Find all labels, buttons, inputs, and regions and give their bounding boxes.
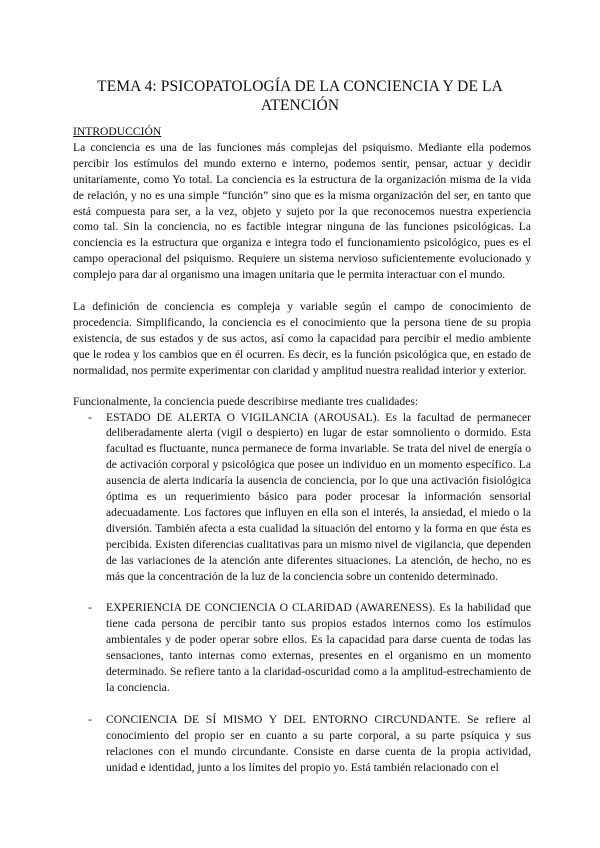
paragraph-spacer bbox=[73, 283, 531, 299]
list-bullet: - bbox=[88, 712, 92, 726]
paragraph-spacer bbox=[73, 379, 531, 394]
list-item-text: EXPERIENCIA DE CONCIENCIA O CLARIDAD (AWARENESS). Es la habilidad que tiene cada persona de percibir tanto sus propios estados internos como los estímulos ambientales y de poder operar sobre ellos. Es la capacidad para darse cuenta de todas las sensaciones, tanto internas como externas, presentes en el organismo en un momento determinado. Se refiere tanto a la claridad-oscuridad como a la amplitud-estrechamiento de la conciencia. bbox=[106, 601, 531, 694]
document-title: TEMA 4: PSICOPATOLOGÍA DE LA CONCIENCIA Y DE LA ATENCIÓN bbox=[97, 78, 503, 114]
list-item-text: CONCIENCIA DE SÍ MISMO Y DEL ENTORNO CIRCUNDANTE. Se refiere al conocimiento del propio ser en cuanto a su parte corporal, a su parte psíquica y sus relaciones con el mundo circundante. Consiste en darse cuenta de la propia actividad, unidad e identidad, junto a los límites del propio yo. Está también relacionado con el bbox=[106, 712, 531, 774]
qualities-list bbox=[73, 410, 531, 776]
list-item-si-mismo bbox=[73, 712, 531, 776]
list-bullet: - bbox=[88, 410, 92, 424]
list-item-claridad bbox=[73, 600, 531, 695]
intro-paragraph-2: La definición de conciencia es compleja y variable según el campo de conocimiento de procedencia. Simplificando, la conciencia es el conocimiento que la persona tiene de su propia existencia, de sus estados y de sus actos, así como la capacidad para percibir el medio ambiente que le rodea y los cambios que en él ocurren. Es decir, es la función psicológica que, en estado de normalidad, nos permite experimentar con claridad y amplitud nuestra realidad interior y exterior. bbox=[73, 300, 531, 377]
document-body bbox=[73, 124, 531, 776]
list-item-text: ESTADO DE ALERTA O VIGILANCIA (AROUSAL). Es la facultad de permanecer deliberadamente alerta (vigil o despierto) en lugar de estar somnoliento o dormido. Esta facultad es fluctuante, nunca permanece de forma invariable. Se trata del nivel de energía o de activación corporal y psicológica que posee un individuo en un momento específico. La ausencia de alerta indicaría la ausencia de conciencia, por lo que una activación fisiológica óptima es un requerimiento básico para poder procesar la información sensorial adecuadamente. Los factores que influyen en ella son el interés, la ansiedad, el miedo o la diversión. También afecta a esta cualidad la situación del entorno y la forma en que ésta es percibida. Existen diferencias cualitativas para un mismo nivel de vigilancia, que dependen de las variaciones de la atención ante diferentes situaciones. La atención, de hecho, no es más que la concentración de la luz de la conciencia sobre un contenido determinado. bbox=[106, 410, 531, 583]
list-item-alerta bbox=[73, 410, 531, 585]
list-bullet: - bbox=[88, 601, 92, 615]
intro-paragraph-1: La conciencia es una de las funciones más complejas del psiquismo. Mediante ella podemos percibir los estímulos del mundo externo e interno, podemos sentir, pensar, actuar y decidir unitariamente, como Yo total. La conciencia es la estructura de la organización misma de la vida de relación, y no es una simple “función” sino que es la misma organización del ser, en tanto que está compuesta para ser, a la vez, objeto y sujeto por la que reconocemos nuestra experiencia como tal. Sin la conciencia, no es factible integrar ninguna de las funciones psicológicas. La conciencia es la estructura que organiza e integra todo el funcionamiento psicológico, pues es el campo operacional del psiquismo. Requiere un sistema nervioso suficientemente evolucionado y complejo para dar al organismo una imagen unitaria que le permita interactuar con el mundo. bbox=[73, 140, 531, 282]
section-heading-introduccion: INTRODUCCIÓN bbox=[73, 125, 162, 138]
intro-paragraph-3: Funcionalmente, la conciencia puede describirse mediante tres cualidades: bbox=[73, 394, 419, 408]
